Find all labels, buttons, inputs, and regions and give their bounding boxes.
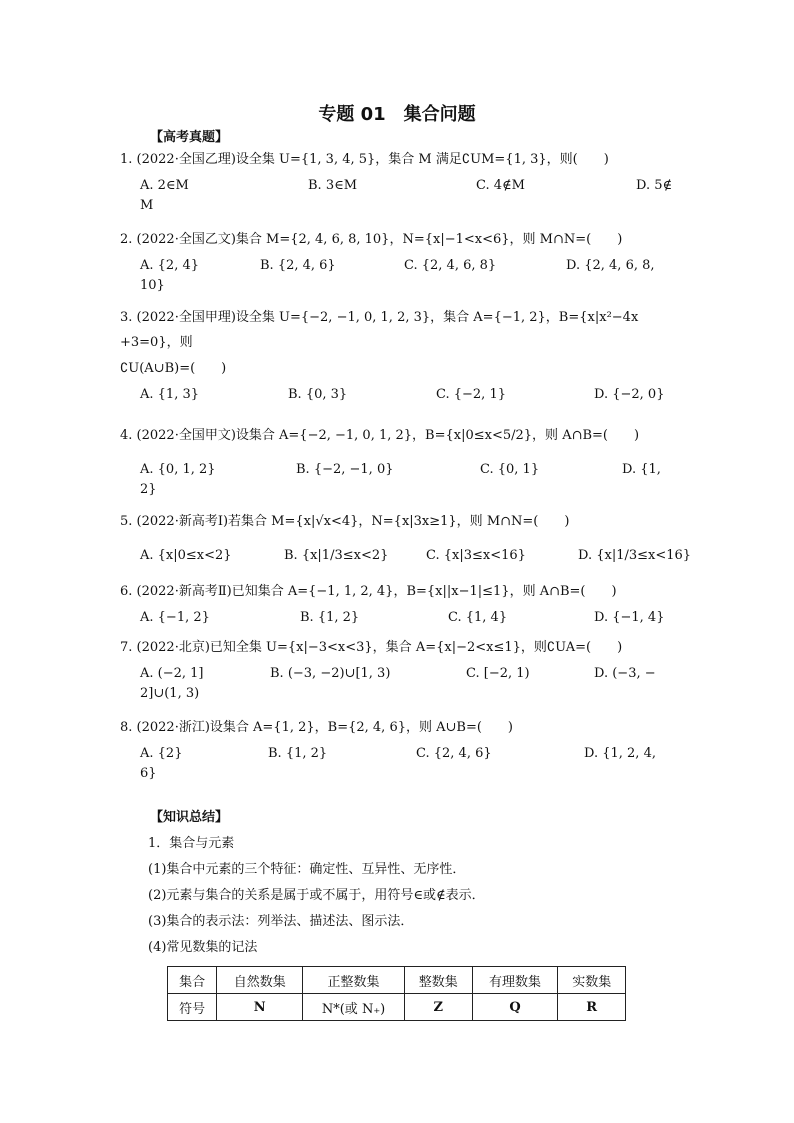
option-d: D. {1, 2, 4, xyxy=(584,746,656,761)
knowledge-heading: 1．集合与元素 xyxy=(148,836,235,851)
option-wrap: M xyxy=(140,198,154,213)
option-b: B. {0, 3} xyxy=(288,387,348,402)
table-row xyxy=(168,967,626,994)
question-stem: 4. (2022·全国甲文)设集合 A={−2, −1, 0, 1, 2}，B={x|0≤x<5/2}，则 A∩B=( ) xyxy=(120,428,640,443)
table-cell: N*(或 N₊) xyxy=(303,994,405,1021)
option-row xyxy=(120,546,692,566)
question-stem: 5. (2022·新高考Ⅰ)若集合 M={x|√x<4}，N={x|3x≥1}，则 M∩N=( ) xyxy=(120,514,570,529)
option-c: C. [−2, 1) xyxy=(466,666,530,681)
option-a: A. {−1, 2} xyxy=(140,610,210,625)
option-c: C. {x|3≤x<16} xyxy=(426,548,526,563)
knowledge-line-2: (2)元素与集合的关系是属于或不属于，用符号∈或∉表示． xyxy=(148,888,485,903)
question-2 xyxy=(120,230,680,296)
page-title: 专题 01 集合问题 xyxy=(318,104,476,125)
question-stem-line-3: ∁U(A∪B)=( ) xyxy=(120,361,227,376)
option-c: C. {0, 1} xyxy=(480,462,540,477)
option-d: D. {x|1/3≤x<16} xyxy=(578,548,692,563)
option-wrap: 6} xyxy=(140,766,157,781)
question-stem: 1. (2022·全国乙理)设全集 U={1, 3, 4, 5}，集合 M 满足∁UM={1, 3}，则( ) xyxy=(120,152,609,167)
table-cell: 实数集 xyxy=(558,967,626,994)
option-c: C. 4∉M xyxy=(476,178,525,193)
knowledge-line-4: (4)常见数集的记法 xyxy=(148,940,258,955)
question-7 xyxy=(120,638,680,704)
option-wrap: 2} xyxy=(140,482,157,497)
option-b: B. {x|1/3≤x<2} xyxy=(284,548,389,563)
option-d: D. (−3, − xyxy=(594,666,656,681)
table-cell: N xyxy=(217,994,303,1021)
option-row xyxy=(120,664,680,684)
option-b: B. {2, 4, 6} xyxy=(260,258,336,273)
question-stem: 7. (2022·北京)已知全集 U={x|−3<x<3}，集合 A={x|−2<x≤1}，则∁UA=( ) xyxy=(120,640,623,655)
section-heading-knowledge: 【知识总结】 xyxy=(150,810,229,825)
option-a: A. {2, 4} xyxy=(140,258,200,273)
option-c: C. {2, 4, 6, 8} xyxy=(404,258,497,273)
option-wrap: 2]∪(1, 3) xyxy=(140,686,200,701)
question-5 xyxy=(120,512,692,566)
table-cell: 自然数集 xyxy=(217,967,303,994)
question-stem: 8. (2022·浙江)设集合 A={1, 2}，B={2, 4, 6}，则 A∪B=( ) xyxy=(120,720,513,735)
number-sets-table xyxy=(167,966,626,1021)
table-cell: R xyxy=(558,994,626,1021)
question-3 xyxy=(120,308,680,405)
question-stem: 6. (2022·新高考Ⅱ)已知集合 A={−1, 1, 2, 4}，B={x||x−1|≤1}，则 A∩B=( ) xyxy=(120,584,617,599)
option-d: D. {1, xyxy=(622,462,661,477)
option-a: A. {2} xyxy=(140,746,183,761)
option-wrap: 10} xyxy=(140,278,165,293)
option-b: B. (−3, −2)∪[1, 3) xyxy=(270,666,391,681)
option-row xyxy=(120,608,680,628)
option-d: D. {2, 4, 6, 8, xyxy=(566,258,655,273)
option-a: A. 2∈M xyxy=(140,178,189,193)
knowledge-line-1: (1)集合中元素的三个特征：确定性、互异性、无序性． xyxy=(148,862,466,877)
option-a: A. (−2, 1] xyxy=(140,666,204,681)
option-row xyxy=(120,460,680,480)
section-heading-exam: 【高考真题】 xyxy=(150,130,229,145)
option-d: D. {−2, 0} xyxy=(594,387,665,402)
table-cell: Q xyxy=(472,994,558,1021)
option-d: D. 5∉ xyxy=(636,178,673,193)
option-c: C. {−2, 1} xyxy=(436,387,506,402)
option-b: B. 3∈M xyxy=(308,178,358,193)
question-stem: 2. (2022·全国乙文)集合 M={2, 4, 6, 8, 10}，N={x|−1<x<6}，则 M∩N=( ) xyxy=(120,232,623,247)
option-a: A. {0, 1, 2} xyxy=(140,462,216,477)
option-b: B. {−2, −1, 0} xyxy=(296,462,394,477)
option-b: B. {1, 2} xyxy=(268,746,328,761)
table-cell: 整数集 xyxy=(404,967,472,994)
question-8 xyxy=(120,718,680,784)
option-c: C. {2, 4, 6} xyxy=(416,746,492,761)
knowledge-line-3: (3)集合的表示法：列举法、描述法、图示法． xyxy=(148,914,414,929)
table-cell: 集合 xyxy=(168,967,217,994)
option-c: C. {1, 4} xyxy=(448,610,508,625)
option-row xyxy=(120,385,680,405)
option-d: D. {−1, 4} xyxy=(594,610,665,625)
option-row xyxy=(120,744,680,764)
option-a: A. {x|0≤x<2} xyxy=(140,548,232,563)
option-row xyxy=(120,256,680,276)
option-a: A. {1, 3} xyxy=(140,387,200,402)
table-cell: 有理数集 xyxy=(472,967,558,994)
question-stem: 3. (2022·全国甲理)设全集 U={−2, −1, 0, 1, 2, 3}，集合 A={−1, 2}，B={x|x²−4x xyxy=(120,310,639,325)
table-cell: 符号 xyxy=(168,994,217,1021)
table-cell: 正整数集 xyxy=(303,967,405,994)
question-1 xyxy=(120,150,680,216)
table-row xyxy=(168,994,626,1021)
option-b: B. {1, 2} xyxy=(300,610,360,625)
option-row xyxy=(120,176,680,196)
question-6 xyxy=(120,582,680,628)
question-4 xyxy=(120,426,680,500)
question-stem-line-2: +3=0}，则 xyxy=(120,335,193,350)
table-cell: Z xyxy=(404,994,472,1021)
